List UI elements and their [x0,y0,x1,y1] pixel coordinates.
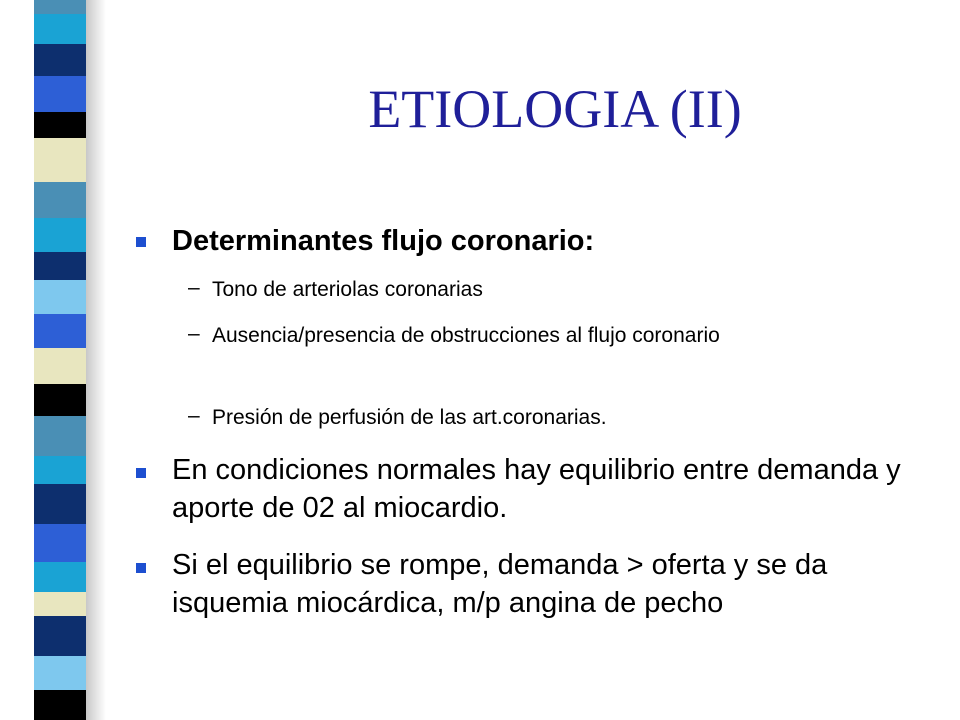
sub-marker: – [188,276,200,299]
stripe-segment [34,616,86,656]
stripe-segment [34,314,86,348]
stripe-segment [34,416,86,456]
slide-title: ETIOLOGIA (II) [368,79,742,139]
stripe-segment [34,112,86,138]
bullet-marker [136,237,146,247]
stripe-segment [34,348,86,384]
stripe-segment [34,456,86,484]
stripe-segment [34,562,86,592]
bullet-marker [136,468,146,478]
stripe-segment [34,218,86,252]
bullet-text: Determinantes flujo coronario: [172,225,595,257]
sub-item: Tono de arteriolas coronarias [212,278,483,301]
stripe-segment [34,0,86,14]
decorative-stripe [34,0,86,720]
stripe-segment [34,690,86,720]
stripe-segment [34,138,86,182]
bullet-text: En condiciones normales hay equilibrio entre demanda y aporte de 02 al miocardio. [172,454,901,524]
stripe-segment [34,524,86,562]
stripe-segment [34,44,86,76]
stripe-segment [34,182,86,218]
stripe-segment [34,592,86,616]
bullet-text: Si el equilibrio se rompe, demanda > oferta y se da isquemia miocárdica, m/p angina de pecho [172,549,828,619]
stripe-segment [34,656,86,690]
stripe-segment [34,280,86,314]
stripe-shadow [86,0,106,720]
stripe-segment [34,484,86,524]
bullet-marker [136,563,146,573]
sub-item: Presión de perfusión de las art.coronarias. [212,406,607,429]
sub-marker: – [188,404,200,427]
stripe-segment [34,252,86,280]
stripe-segment [34,14,86,44]
stripe-segment [34,76,86,112]
sub-item: Ausencia/presencia de obstrucciones al flujo coronario [212,324,720,347]
stripe-segment [34,384,86,416]
sub-marker: – [188,322,200,345]
